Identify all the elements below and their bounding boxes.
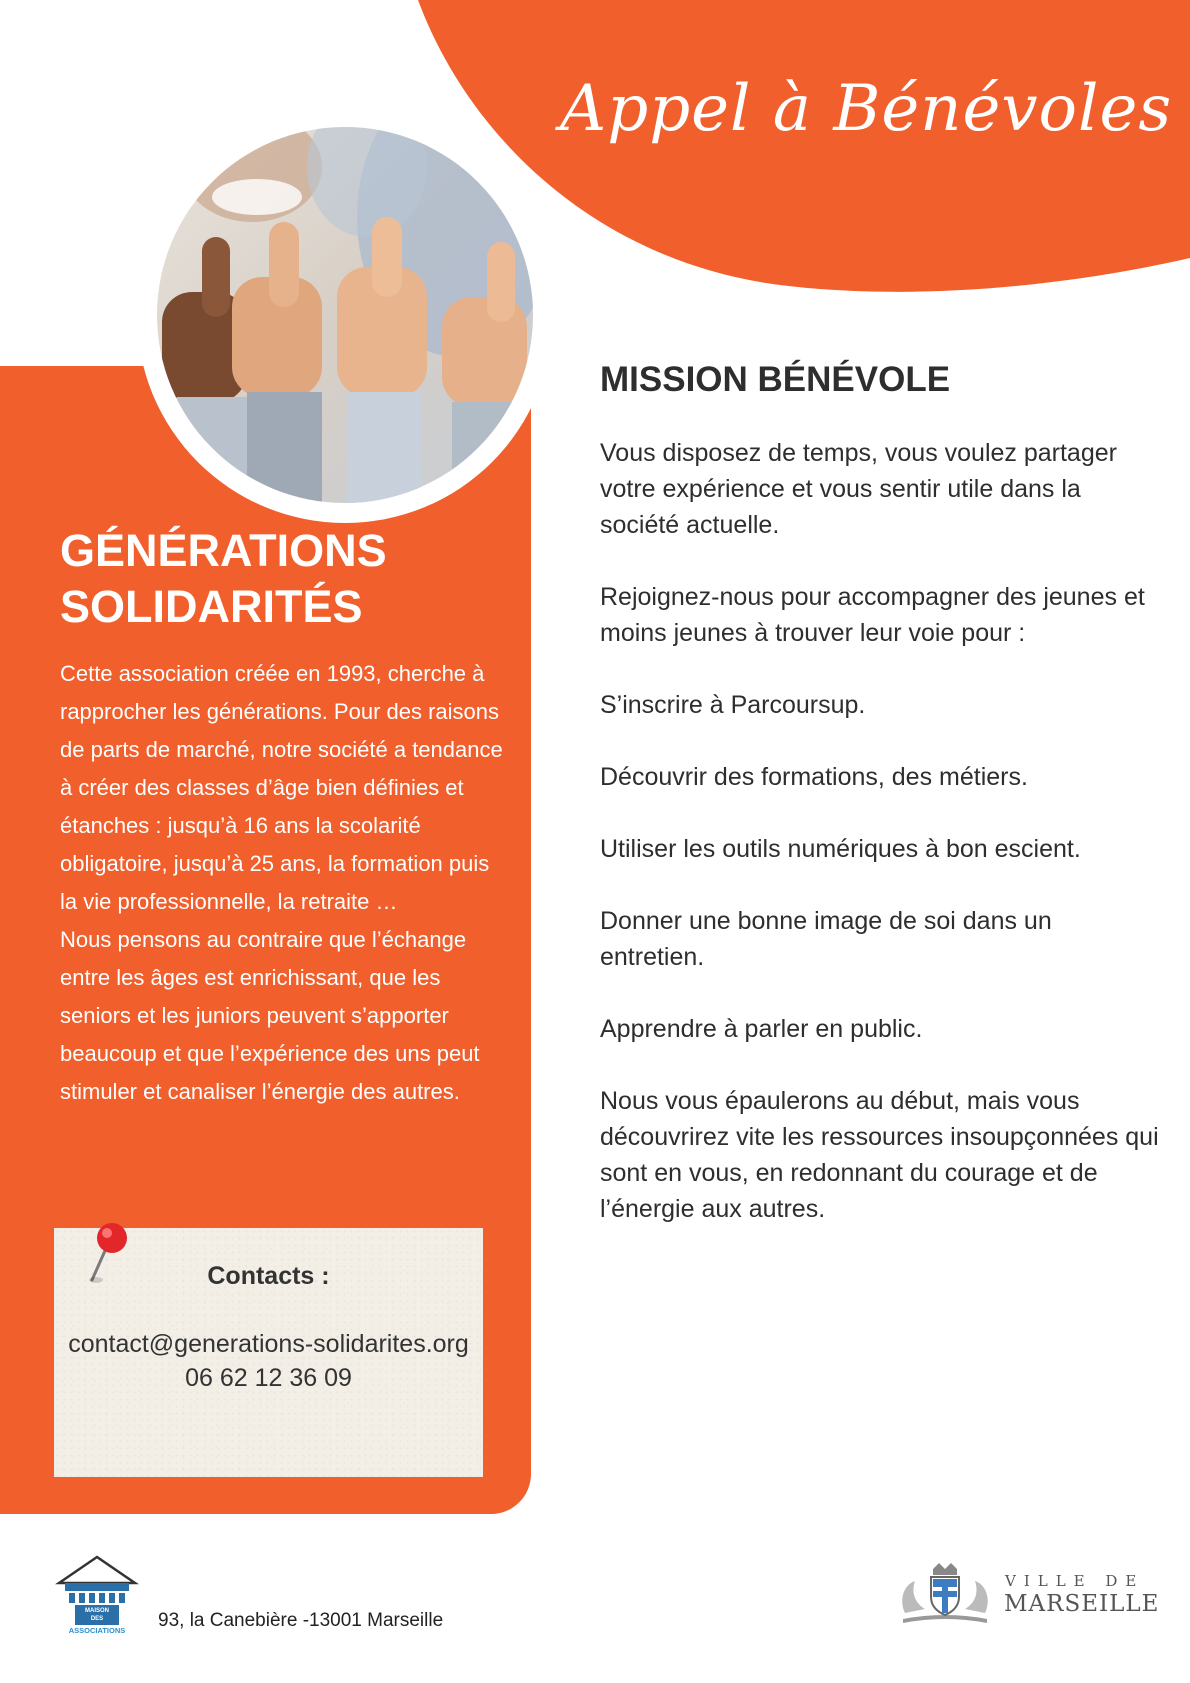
page-title: Appel à Bénévoles xyxy=(560,72,1173,146)
description-paragraph-2: Nous pensons au contraire que l’échange entre les âges est enrichissant, que les seniors et les juniors peuvent s’apporter beaucoup et que l’expérience des uns peut stimuler et canaliser l’énergie des autres. xyxy=(60,927,480,1104)
mission-description xyxy=(600,435,1160,1263)
maison-des-associations-logo xyxy=(55,1555,139,1635)
logo-text-maison: MAISON xyxy=(85,1608,109,1614)
logo-marseille: MARSEILLE xyxy=(1004,1591,1160,1617)
association-name-line2: SOLIDARITÉS xyxy=(60,581,363,632)
address: 93, la Canebière -13001 Marseille xyxy=(158,1610,444,1631)
thumbs-up-illustration xyxy=(157,127,533,503)
contact-email-link[interactable]: contact@generations-solidarites.org xyxy=(68,1330,469,1358)
logo-text-des: DES xyxy=(90,1616,104,1622)
association-name xyxy=(60,523,510,635)
contact-phone[interactable]: 06 62 12 36 09 xyxy=(185,1364,352,1392)
association-name-line1: GÉNÉRATIONS xyxy=(60,525,387,576)
mission-paragraph: Nous vous épaulerons au début, mais vous découvrirez vite les ressources insoupçonnées qui sont en vous, en redonnant du courage et de l’énergie aux autres. xyxy=(600,1087,1159,1223)
mission-paragraph: Utiliser les outils numériques à bon escient. xyxy=(600,835,1081,863)
marseille-coat-of-arms-icon xyxy=(895,1563,995,1625)
push-pin-icon xyxy=(84,1218,134,1288)
mission-paragraph: Découvrir des formations, des métiers. xyxy=(600,763,1028,791)
mission-paragraph: Apprendre à parler en public. xyxy=(600,1015,923,1043)
mission-title: MISSION BÉNÉVOLE xyxy=(600,360,951,399)
thumbs-up-photo xyxy=(157,127,533,503)
association-description xyxy=(60,655,505,1111)
mission-paragraph: Rejoignez-nous pour accompagner des jeunes et moins jeunes à trouver leur voie pour : xyxy=(600,583,1145,647)
mission-paragraph: S’inscrire à Parcoursup. xyxy=(600,691,866,719)
logo-ville-de: VILLE DE xyxy=(1005,1572,1145,1590)
description-paragraph-1: Cette association créée en 1993, cherche à rapprocher les générations. Pour des raisons de parts de marché, notre société a tendance à créer des classes d’âge bien définies et étanches : jusqu’à 16 ans la scolarité obligatoire, jusqu’à 25 ans, la formation puis la vie professionnelle, la retraite … xyxy=(60,661,503,914)
logo-text-associations: ASSOCIATIONS xyxy=(68,1626,126,1635)
contacts-label: Contacts : xyxy=(207,1262,330,1290)
mission-paragraph: Vous disposez de temps, vous voulez partager votre expérience et vous sentir utile dans la société actuelle. xyxy=(600,439,1117,539)
mission-paragraph: Donner une bonne image de soi dans un entretien. xyxy=(600,907,1052,971)
